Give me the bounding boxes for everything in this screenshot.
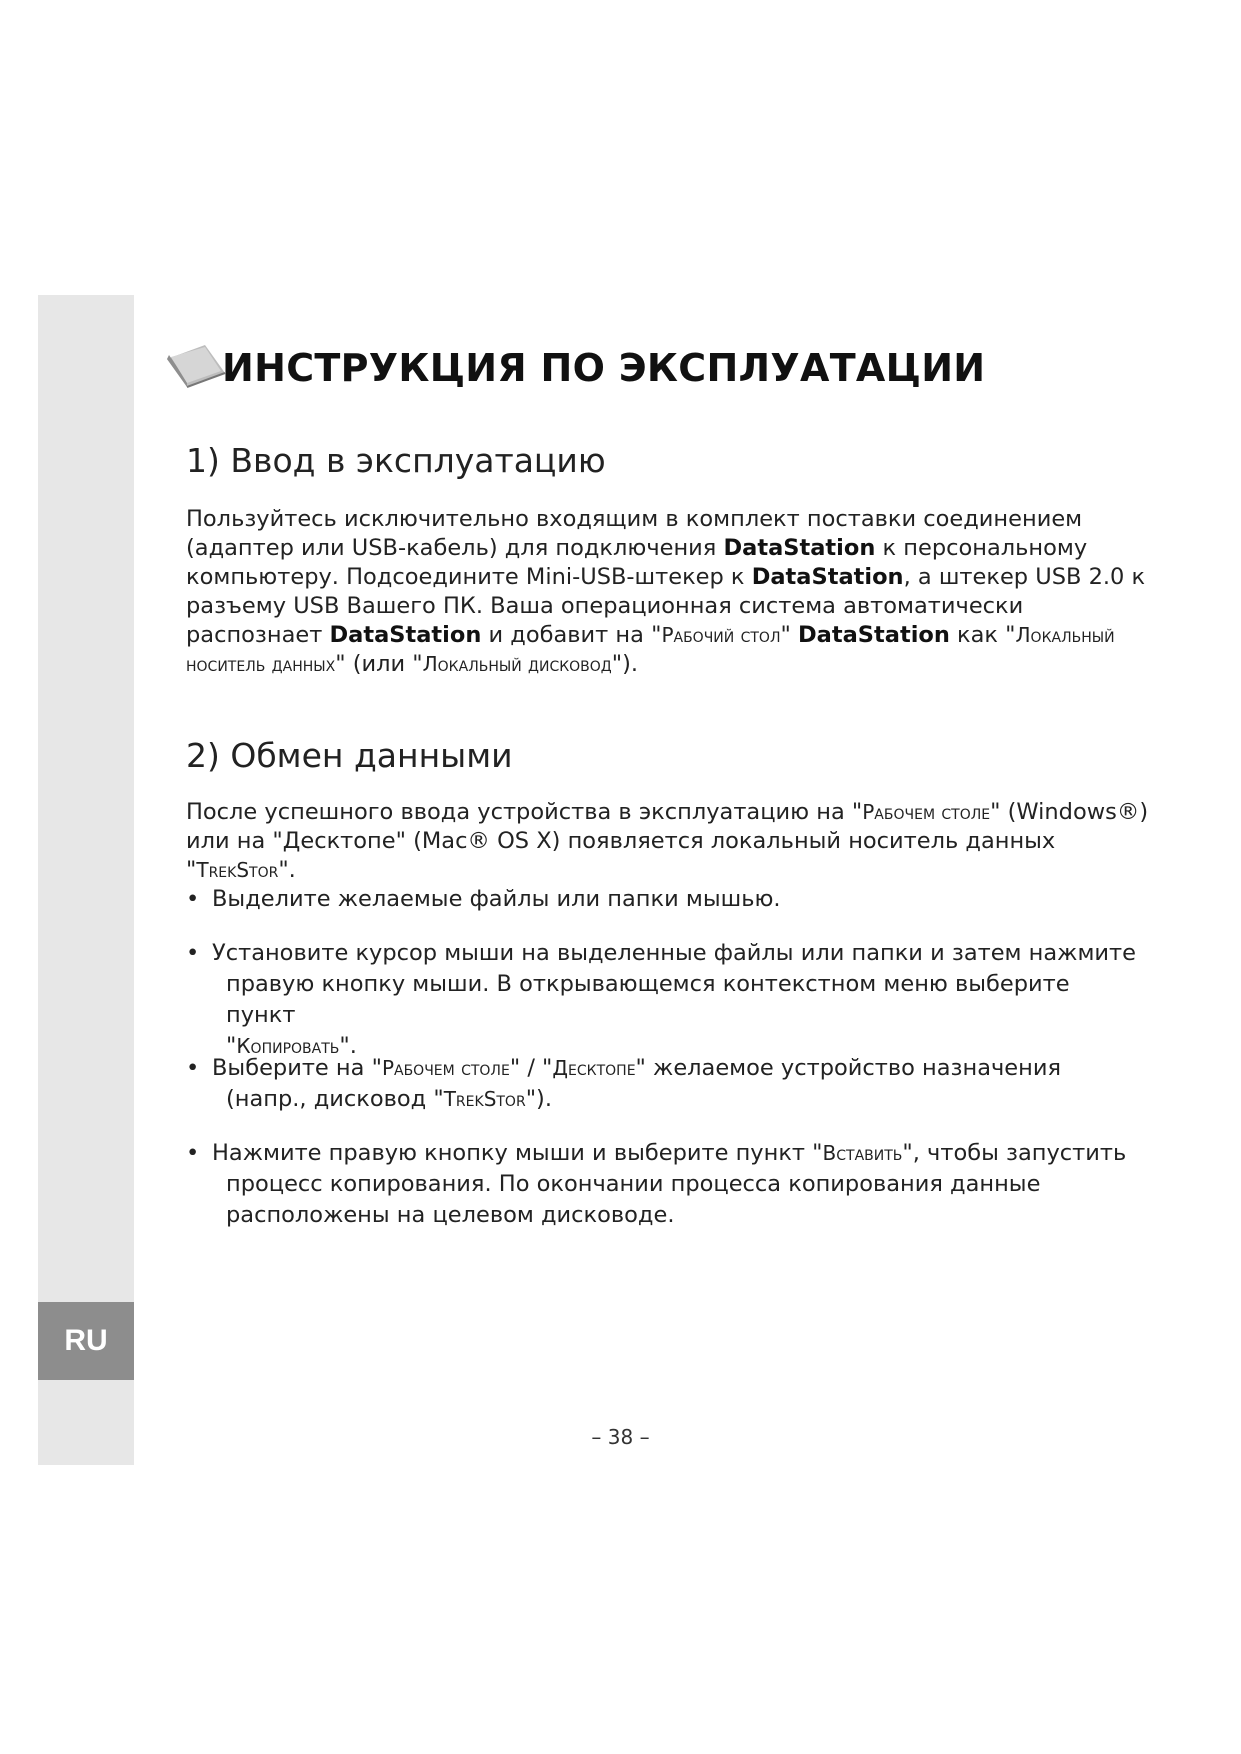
sidebar-panel [38,295,134,1465]
list-item: • Нажмите правую кнопку мыши и выберите пункт "Вставить", чтобы запустить процесс копирования. По окончании процесса копирования данные расположены на целевом дисководе. [186,1140,1127,1228]
section-1-paragraph: Пользуйтесь исключительно входящим в комплект поставки соединением (адаптер или USB-кабель) для подключения DataStation к персональному компьютеру. Подсоедините Mini-USB-штекер к DataStation, а штекер USB 2.0 к разъему USB Вашего ПК. Ваша операционная система автоматически распознает DataStation и добавит на "Рабочий стол" DataStation как "Локальный носитель данных" (или "Локальный дисковод"). [186,506,1146,677]
page-title: ИНСТРУКЦИЯ ПО ЭКСПЛУАТАЦИИ [222,346,986,390]
language-tab: RU [38,1302,134,1380]
section-heading-1: 1) Ввод в эксплуатацию [186,441,606,480]
bullet-icon: • [186,940,200,966]
bullet-icon: • [186,886,200,912]
book-icon [165,343,227,389]
section-heading-2: 2) Обмен данными [186,736,513,775]
bullet-icon: • [186,1140,200,1166]
list-item: • Выделите желаемые файлы или папки мышью. [186,884,1146,915]
bullet-icon: • [186,1055,200,1081]
list-item: • Выберите на "Рабочем столе" / "Десктопе" желаемое устройство назначения (напр., дисковод "TrekStor"). [186,1055,1061,1112]
section-2-paragraph: После успешного ввода устройства в эксплуатацию на "Рабочем столе" (Windows®) или на "Десктопе" (Mac® OS X) появляется локальный носитель данных "TrekStor". [186,799,1149,883]
page-number: – 38 – [591,1425,650,1449]
list-item: • Установите курсор мыши на выделенные файлы или папки и затем нажмите правую кнопку мыши. В открывающемся контекстном меню выберите пункт "Копировать". [186,940,1136,1059]
